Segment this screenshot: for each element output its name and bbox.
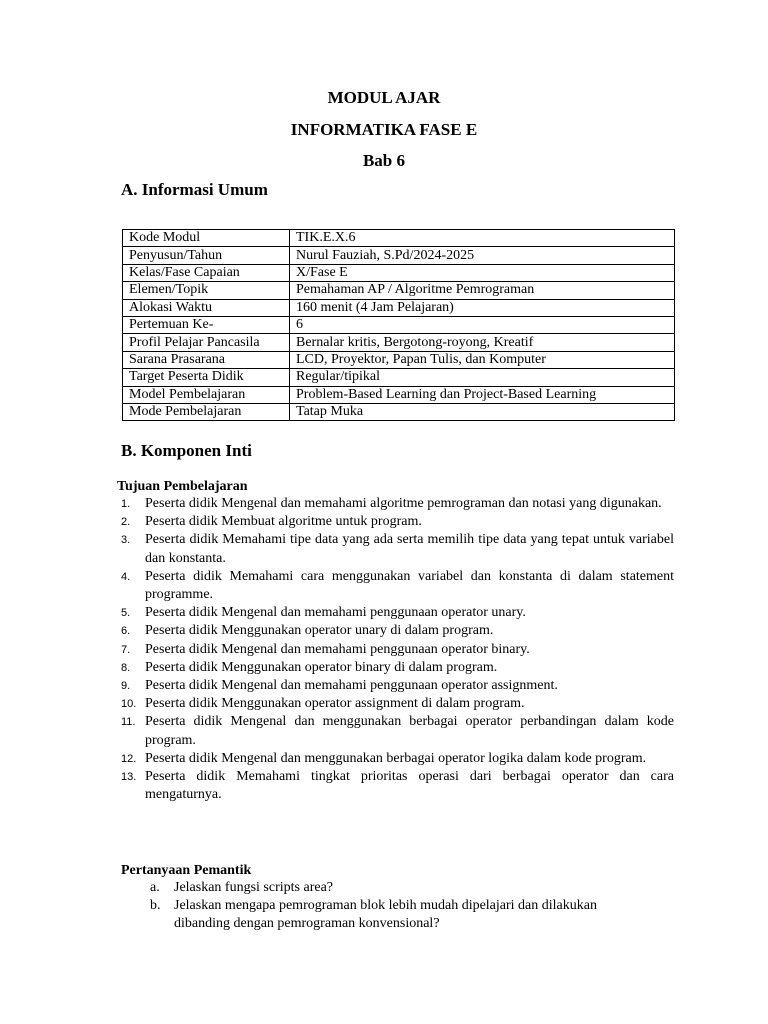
list-number: 5. — [121, 607, 131, 620]
table-label: Alokasi Waktu — [123, 299, 290, 316]
table-label: Mode Pembelajaran — [123, 403, 290, 420]
table-value: LCD, Proyektor, Papan Tulis, dan Komputer — [290, 351, 675, 368]
list-number: 11. — [121, 716, 136, 729]
list-letter: a. — [150, 880, 160, 895]
list-number: 4. — [121, 570, 131, 583]
table-label: Target Peserta Didik — [123, 369, 290, 386]
list-number: 8. — [121, 661, 131, 674]
list-text: Peserta didik Mengenal dan memahami algoritme pemrograman dan notasi yang digunakan. — [145, 496, 662, 511]
table-row — [123, 230, 675, 247]
table-value: Pemahaman AP / Algoritme Pemrograman — [290, 282, 675, 299]
doc-chapter: Bab 6 — [362, 151, 406, 170]
table-row — [123, 247, 675, 264]
table-label: Kode Modul — [123, 230, 290, 247]
table-row — [123, 316, 675, 333]
list-item — [121, 677, 674, 695]
list-number: 3. — [121, 534, 131, 547]
table-row — [123, 299, 675, 316]
pemantik-list — [150, 879, 650, 934]
list-text: Peserta didik Memahami tipe data yang ada serta memilih tipe data yang tepat untuk variabel dan konstanta. — [145, 532, 674, 566]
list-number: 1. — [121, 498, 131, 510]
pemantik-heading: Pertanyaan Pemantik — [121, 863, 252, 878]
list-item — [121, 568, 674, 604]
list-text: Peserta didik Mengenal dan menggunakan berbagai operator perbandingan dalam kode program. — [145, 714, 674, 748]
list-text: Jelaskan fungsi scripts area? — [174, 880, 333, 895]
list-text: Peserta didik Membuat algoritme untuk program. — [145, 514, 422, 530]
list-number: 6. — [121, 625, 131, 638]
tujuan-list — [121, 495, 674, 804]
list-item — [121, 641, 674, 659]
table-value: 160 menit (4 Jam Pelajaran) — [290, 299, 675, 316]
table-row — [123, 334, 675, 351]
list-item — [121, 495, 674, 513]
table-row — [123, 351, 675, 368]
list-text: Peserta didik Mengenal dan memahami penggunaan operator binary. — [145, 641, 530, 657]
list-item — [150, 897, 650, 933]
table-value: Problem-Based Learning dan Project-Based Learning — [290, 386, 675, 403]
list-item — [121, 750, 674, 768]
tujuan-heading: Tujuan Pembelajaran — [117, 479, 248, 494]
table-row — [123, 264, 675, 281]
list-text: Peserta didik Memahami cara menggunakan variabel dan konstanta di dalam statement programme. — [145, 568, 674, 603]
table-value: 6 — [290, 316, 675, 333]
list-number: 13. — [121, 771, 137, 784]
table-value: TIK.E.X.6 — [290, 230, 675, 247]
table-label: Penyusun/Tahun — [123, 247, 290, 264]
table-value: Tatap Muka — [290, 403, 675, 420]
list-text: Jelaskan mengapa pemrograman blok lebih mudah dipelajari dan dilakukan dibanding dengan pemrograman konvensional? — [174, 898, 597, 932]
doc-subtitle: INFORMATIKA FASE E — [290, 120, 478, 139]
list-text: Peserta didik Menggunakan operator unary di dalam program. — [145, 623, 494, 639]
list-letter: b. — [150, 898, 161, 914]
list-item — [121, 622, 674, 640]
list-item — [121, 713, 674, 749]
list-item — [121, 604, 674, 622]
list-text: Peserta didik Mengenal dan memahami penggunaan operator assignment. — [145, 678, 558, 694]
list-text: Peserta didik Mengenal dan menggunakan berbagai operator logika dalam kode program. — [145, 750, 647, 766]
list-item — [121, 695, 674, 713]
list-item — [121, 768, 674, 804]
table-value: Bernalar kritis, Bergotong-royong, Kreatif — [290, 334, 675, 351]
table-label: Profil Pelajar Pancasila — [123, 334, 290, 351]
table-row — [123, 403, 675, 420]
doc-title: MODUL AJAR — [327, 88, 441, 107]
table-label: Elemen/Topik — [123, 282, 290, 299]
table-label: Pertemuan Ke- — [123, 316, 290, 333]
table-value: X/Fase E — [290, 264, 675, 281]
table-row — [123, 369, 675, 386]
list-number: 10. — [121, 698, 137, 711]
list-number: 7. — [121, 643, 131, 656]
table-value: Regular/tipikal — [290, 369, 675, 386]
list-item — [150, 879, 650, 897]
list-item — [121, 531, 674, 567]
table-label: Sarana Prasarana — [123, 351, 290, 368]
list-number: 12. — [121, 752, 137, 765]
info-table — [122, 229, 675, 421]
list-number: 2. — [121, 516, 131, 529]
list-item — [121, 659, 674, 677]
table-label: Model Pembelajaran — [123, 386, 290, 403]
table-value: Nurul Fauziah, S.Pd/2024-2025 — [290, 247, 675, 264]
list-text: Peserta didik Mengenal dan memahami penggunaan operator unary. — [145, 605, 526, 621]
table-row — [123, 386, 675, 403]
list-item — [121, 513, 674, 531]
list-text: Peserta didik Memahami tingkat prioritas operasi dari berbagai operator dan cara mengaturnya. — [145, 769, 674, 803]
list-text: Peserta didik Menggunakan operator assignment di dalam program. — [145, 696, 525, 712]
section-b-heading: B. Komponen Inti — [121, 441, 252, 460]
section-a-heading: A. Informasi Umum — [121, 180, 268, 199]
table-row — [123, 282, 675, 299]
list-text: Peserta didik Menggunakan operator binary di dalam program. — [145, 659, 498, 675]
table-label: Kelas/Fase Capaian — [123, 264, 290, 281]
list-number: 9. — [121, 680, 131, 693]
